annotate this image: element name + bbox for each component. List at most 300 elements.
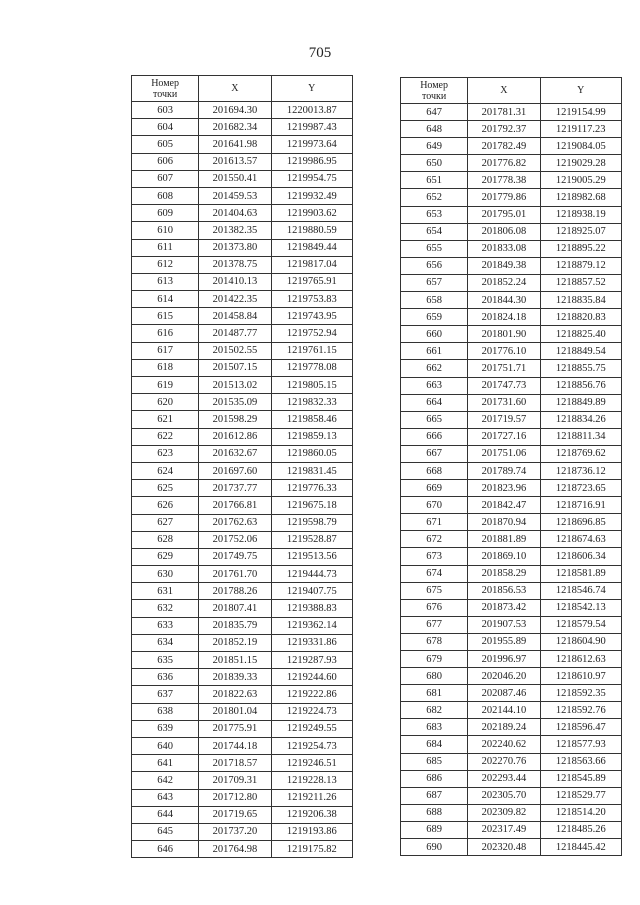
cell-x: 201873.42 (468, 599, 540, 616)
cell-point-number: 656 (401, 257, 468, 274)
cell-point-number: 603 (132, 102, 199, 119)
cell-x: 201513.02 (199, 377, 271, 394)
cell-y: 1219973.64 (271, 136, 352, 153)
cell-x: 202046.20 (468, 668, 540, 685)
cell-point-number: 629 (132, 548, 199, 565)
header-point-number: Номер точки (132, 76, 199, 102)
table-row (401, 770, 622, 787)
table-row (132, 359, 353, 376)
cell-y: 1219249.55 (271, 720, 352, 737)
cell-y: 1219986.95 (271, 153, 352, 170)
cell-y: 1219752.94 (271, 325, 352, 342)
cell-x: 201764.98 (199, 841, 271, 858)
cell-point-number: 636 (132, 669, 199, 686)
cell-x: 201378.75 (199, 256, 271, 273)
cell-x: 201502.55 (199, 342, 271, 359)
cell-x: 201751.06 (468, 445, 540, 462)
cell-x: 201373.80 (199, 239, 271, 256)
header-x: X (199, 76, 271, 102)
cell-point-number: 667 (401, 445, 468, 462)
cell-point-number: 624 (132, 462, 199, 479)
cell-point-number: 674 (401, 565, 468, 582)
cell-y: 1219849.44 (271, 239, 352, 256)
cell-point-number: 630 (132, 566, 199, 583)
cell-x: 201382.35 (199, 222, 271, 239)
cell-x: 201781.31 (468, 104, 540, 121)
table-row (132, 239, 353, 256)
cell-point-number: 615 (132, 308, 199, 325)
cell-y: 1219598.79 (271, 514, 352, 531)
table-row (132, 755, 353, 772)
cell-y: 1219206.38 (271, 806, 352, 823)
cell-x: 202144.10 (468, 702, 540, 719)
cell-point-number: 626 (132, 497, 199, 514)
cell-x: 201839.33 (199, 669, 271, 686)
table-row (132, 480, 353, 497)
cell-x: 201404.63 (199, 205, 271, 222)
cell-x: 201458.84 (199, 308, 271, 325)
header-y: Y (540, 78, 621, 104)
cell-point-number: 687 (401, 787, 468, 804)
table-row (132, 634, 353, 651)
table-row (401, 582, 622, 599)
cell-x: 201824.18 (468, 309, 540, 326)
cell-point-number: 620 (132, 394, 199, 411)
cell-x: 201842.47 (468, 497, 540, 514)
cell-y: 1219743.95 (271, 308, 352, 325)
table-row (401, 480, 622, 497)
cell-point-number: 641 (132, 755, 199, 772)
table-row (132, 720, 353, 737)
cell-y: 1218855.75 (540, 360, 621, 377)
table-row (132, 222, 353, 239)
cell-y: 1219932.49 (271, 187, 352, 204)
cell-point-number: 672 (401, 531, 468, 548)
table-row (401, 736, 622, 753)
cell-point-number: 633 (132, 617, 199, 634)
cell-y: 1218592.35 (540, 685, 621, 702)
cell-y: 1219859.13 (271, 428, 352, 445)
cell-point-number: 670 (401, 497, 468, 514)
cell-x: 201487.77 (199, 325, 271, 342)
cell-point-number: 680 (401, 668, 468, 685)
cell-point-number: 660 (401, 326, 468, 343)
table-row (132, 772, 353, 789)
cell-x: 201822.63 (199, 686, 271, 703)
table-row (132, 669, 353, 686)
cell-x: 201731.60 (468, 394, 540, 411)
cell-y: 1218674.63 (540, 531, 621, 548)
table-row (401, 240, 622, 257)
cell-y: 1218982.68 (540, 189, 621, 206)
cell-point-number: 610 (132, 222, 199, 239)
cell-point-number: 664 (401, 394, 468, 411)
cell-x: 201778.38 (468, 172, 540, 189)
cell-y: 1219831.45 (271, 462, 352, 479)
cell-y: 1219154.99 (540, 104, 621, 121)
cell-y: 1219954.75 (271, 170, 352, 187)
cell-y: 1218820.83 (540, 309, 621, 326)
table-row (132, 514, 353, 531)
cell-point-number: 609 (132, 205, 199, 222)
cell-y: 1218938.19 (540, 206, 621, 223)
cell-y: 1219753.83 (271, 291, 352, 308)
cell-y: 1218834.26 (540, 411, 621, 428)
cell-y: 1219765.91 (271, 273, 352, 290)
cell-point-number: 611 (132, 239, 199, 256)
table-row (401, 702, 622, 719)
cell-x: 201806.08 (468, 223, 540, 240)
table-row (401, 445, 622, 462)
table-row (401, 394, 622, 411)
cell-y: 1219903.62 (271, 205, 352, 222)
table-row (132, 737, 353, 754)
table-row (132, 273, 353, 290)
cell-y: 1219817.04 (271, 256, 352, 273)
cell-x: 201833.08 (468, 240, 540, 257)
cell-x: 202320.48 (468, 839, 540, 856)
cell-point-number: 639 (132, 720, 199, 737)
cell-point-number: 653 (401, 206, 468, 223)
table-row (401, 497, 622, 514)
cell-x: 202317.49 (468, 821, 540, 838)
table-row (401, 309, 622, 326)
cell-y: 1220013.87 (271, 102, 352, 119)
cell-y: 1218542.13 (540, 599, 621, 616)
cell-y: 1219228.13 (271, 772, 352, 789)
cell-x: 201762.63 (199, 514, 271, 531)
cell-y: 1218610.97 (540, 668, 621, 685)
cell-point-number: 684 (401, 736, 468, 753)
cell-point-number: 652 (401, 189, 468, 206)
cell-x: 201751.71 (468, 360, 540, 377)
table-row (132, 566, 353, 583)
cell-x: 201779.86 (468, 189, 540, 206)
table-row (132, 531, 353, 548)
cell-y: 1219761.15 (271, 342, 352, 359)
cell-point-number: 635 (132, 652, 199, 669)
table-row (401, 668, 622, 685)
cell-y: 1219858.46 (271, 411, 352, 428)
table-row (132, 342, 353, 359)
cell-point-number: 683 (401, 719, 468, 736)
cell-point-number: 677 (401, 616, 468, 633)
cell-point-number: 688 (401, 804, 468, 821)
cell-point-number: 651 (401, 172, 468, 189)
cell-y: 1219880.59 (271, 222, 352, 239)
table-row (132, 789, 353, 806)
cell-point-number: 679 (401, 651, 468, 668)
cell-x: 201709.31 (199, 772, 271, 789)
cell-x: 201856.53 (468, 582, 540, 599)
cell-point-number: 649 (401, 138, 468, 155)
cell-x: 201718.57 (199, 755, 271, 772)
cell-y: 1218545.89 (540, 770, 621, 787)
cell-x: 201869.10 (468, 548, 540, 565)
cell-point-number: 673 (401, 548, 468, 565)
cell-x: 201712.80 (199, 789, 271, 806)
cell-y: 1218696.85 (540, 514, 621, 531)
cell-point-number: 622 (132, 428, 199, 445)
table-row (401, 411, 622, 428)
cell-x: 201849.38 (468, 257, 540, 274)
cell-x: 202270.76 (468, 753, 540, 770)
cell-y: 1218514.20 (540, 804, 621, 821)
cell-x: 201789.74 (468, 462, 540, 479)
table-row (132, 136, 353, 153)
cell-x: 201801.04 (199, 703, 271, 720)
cell-x: 201749.75 (199, 548, 271, 565)
table-row (401, 377, 622, 394)
cell-x: 201795.01 (468, 206, 540, 223)
cell-point-number: 686 (401, 770, 468, 787)
cell-y: 1219778.08 (271, 359, 352, 376)
cell-y: 1218445.42 (540, 839, 621, 856)
cell-x: 201737.20 (199, 823, 271, 840)
table-row (132, 445, 353, 462)
table-row (401, 257, 622, 274)
cell-x: 201776.10 (468, 343, 540, 360)
cell-y: 1219832.33 (271, 394, 352, 411)
cell-x: 201851.15 (199, 652, 271, 669)
cell-y: 1218723.65 (540, 480, 621, 497)
table-row (132, 256, 353, 273)
cell-point-number: 642 (132, 772, 199, 789)
cell-y: 1218736.12 (540, 462, 621, 479)
table-row (401, 633, 622, 650)
cell-x: 201788.26 (199, 583, 271, 600)
table-row (401, 804, 622, 821)
table-header-row (401, 78, 622, 104)
table-row (401, 172, 622, 189)
table-row (132, 187, 353, 204)
cell-y: 1218604.90 (540, 633, 621, 650)
cell-y: 1219528.87 (271, 531, 352, 548)
table-row (132, 686, 353, 703)
table-row (401, 462, 622, 479)
table-row (401, 839, 622, 856)
table-row (401, 206, 622, 223)
table-row (132, 377, 353, 394)
cell-x: 201737.77 (199, 480, 271, 497)
cell-x: 201852.24 (468, 274, 540, 291)
cell-point-number: 616 (132, 325, 199, 342)
cell-x: 201835.79 (199, 617, 271, 634)
cell-x: 201697.60 (199, 462, 271, 479)
cell-x: 201996.97 (468, 651, 540, 668)
cell-y: 1218592.76 (540, 702, 621, 719)
table-row (401, 292, 622, 309)
cell-x: 201719.65 (199, 806, 271, 823)
cell-point-number: 685 (401, 753, 468, 770)
cell-x: 201744.18 (199, 737, 271, 754)
cell-y: 1219084.05 (540, 138, 621, 155)
cell-x: 201719.57 (468, 411, 540, 428)
cell-y: 1218581.89 (540, 565, 621, 582)
cell-point-number: 621 (132, 411, 199, 428)
table-row (401, 616, 622, 633)
cell-x: 202240.62 (468, 736, 540, 753)
cell-x: 201550.41 (199, 170, 271, 187)
table-row (401, 599, 622, 616)
cell-point-number: 628 (132, 531, 199, 548)
table-row (401, 360, 622, 377)
cell-point-number: 662 (401, 360, 468, 377)
cell-point-number: 607 (132, 170, 199, 187)
table-row (401, 104, 622, 121)
cell-point-number: 640 (132, 737, 199, 754)
cell-y: 1218606.34 (540, 548, 621, 565)
cell-point-number: 605 (132, 136, 199, 153)
table-row (132, 291, 353, 308)
cell-y: 1219175.82 (271, 841, 352, 858)
cell-x: 201747.73 (468, 377, 540, 394)
cell-point-number: 689 (401, 821, 468, 838)
header-x: X (468, 78, 540, 104)
cell-y: 1218925.07 (540, 223, 621, 240)
cell-point-number: 678 (401, 633, 468, 650)
table-row (132, 497, 353, 514)
cell-y: 1218835.84 (540, 292, 621, 309)
cell-y: 1219244.60 (271, 669, 352, 686)
cell-x: 201776.82 (468, 155, 540, 172)
cell-y: 1219805.15 (271, 377, 352, 394)
cell-point-number: 661 (401, 343, 468, 360)
table-row (132, 600, 353, 617)
cell-y: 1219407.75 (271, 583, 352, 600)
cell-y: 1218577.93 (540, 736, 621, 753)
cell-point-number: 671 (401, 514, 468, 531)
cell-x: 201844.30 (468, 292, 540, 309)
cell-x: 201632.67 (199, 445, 271, 462)
cell-point-number: 654 (401, 223, 468, 240)
table-row (401, 651, 622, 668)
cell-point-number: 663 (401, 377, 468, 394)
table-row (401, 189, 622, 206)
table-row (401, 685, 622, 702)
table-row (401, 343, 622, 360)
table-row (401, 155, 622, 172)
cell-x: 202293.44 (468, 770, 540, 787)
cell-y: 1218485.26 (540, 821, 621, 838)
cell-x: 201752.06 (199, 531, 271, 548)
header-point-number: Номер точки (401, 78, 468, 104)
header-y: Y (271, 76, 352, 102)
table-row (132, 411, 353, 428)
table-row (401, 821, 622, 838)
cell-x: 201410.13 (199, 273, 271, 290)
cell-y: 1218895.22 (540, 240, 621, 257)
cell-y: 1219254.73 (271, 737, 352, 754)
cell-point-number: 631 (132, 583, 199, 600)
cell-x: 201507.15 (199, 359, 271, 376)
table-row (401, 223, 622, 240)
cell-y: 1219224.73 (271, 703, 352, 720)
table-row (132, 548, 353, 565)
cell-y: 1218879.12 (540, 257, 621, 274)
cell-y: 1218596.47 (540, 719, 621, 736)
cell-point-number: 668 (401, 462, 468, 479)
cell-x: 202305.70 (468, 787, 540, 804)
cell-x: 201955.89 (468, 633, 540, 650)
table-row (132, 617, 353, 634)
cell-y: 1219005.29 (540, 172, 621, 189)
cell-y: 1219776.33 (271, 480, 352, 497)
table-header-row (132, 76, 353, 102)
cell-x: 201766.81 (199, 497, 271, 514)
coordinates-table-right (400, 77, 622, 856)
cell-x: 201807.41 (199, 600, 271, 617)
cell-y: 1219444.73 (271, 566, 352, 583)
cell-y: 1218849.89 (540, 394, 621, 411)
cell-y: 1219211.26 (271, 789, 352, 806)
table-row (132, 841, 353, 858)
cell-y: 1218546.74 (540, 582, 621, 599)
cell-point-number: 646 (132, 841, 199, 858)
cell-x: 201775.91 (199, 720, 271, 737)
cell-y: 1219513.56 (271, 548, 352, 565)
cell-y: 1218716.91 (540, 497, 621, 514)
cell-point-number: 675 (401, 582, 468, 599)
cell-point-number: 648 (401, 121, 468, 138)
cell-x: 201858.29 (468, 565, 540, 582)
table-row (401, 548, 622, 565)
cell-y: 1219675.18 (271, 497, 352, 514)
cell-point-number: 612 (132, 256, 199, 273)
cell-x: 201682.34 (199, 119, 271, 136)
table-row (132, 583, 353, 600)
cell-y: 1219362.14 (271, 617, 352, 634)
cell-point-number: 666 (401, 428, 468, 445)
cell-x: 202309.82 (468, 804, 540, 821)
cell-y: 1218769.62 (540, 445, 621, 462)
table-row (132, 823, 353, 840)
cell-x: 201694.30 (199, 102, 271, 119)
cell-point-number: 645 (132, 823, 199, 840)
table-row (401, 531, 622, 548)
cell-y: 1219222.86 (271, 686, 352, 703)
cell-point-number: 647 (401, 104, 468, 121)
cell-x: 201641.98 (199, 136, 271, 153)
cell-y: 1218529.77 (540, 787, 621, 804)
cell-point-number: 665 (401, 411, 468, 428)
cell-point-number: 655 (401, 240, 468, 257)
table-row (132, 428, 353, 445)
table-row (132, 102, 353, 119)
cell-x: 201852.19 (199, 634, 271, 651)
cell-point-number: 623 (132, 445, 199, 462)
table-row (401, 138, 622, 155)
cell-point-number: 637 (132, 686, 199, 703)
cell-point-number: 638 (132, 703, 199, 720)
table-row (132, 394, 353, 411)
cell-point-number: 681 (401, 685, 468, 702)
cell-point-number: 619 (132, 377, 199, 394)
cell-y: 1218856.76 (540, 377, 621, 394)
cell-point-number: 690 (401, 839, 468, 856)
table-row (132, 119, 353, 136)
cell-x: 201761.70 (199, 566, 271, 583)
cell-point-number: 658 (401, 292, 468, 309)
table-row (401, 787, 622, 804)
page-number: 705 (308, 45, 332, 61)
table-row (132, 652, 353, 669)
cell-point-number: 643 (132, 789, 199, 806)
cell-x: 201823.96 (468, 480, 540, 497)
cell-y: 1219388.83 (271, 600, 352, 617)
cell-point-number: 604 (132, 119, 199, 136)
cell-y: 1219287.93 (271, 652, 352, 669)
